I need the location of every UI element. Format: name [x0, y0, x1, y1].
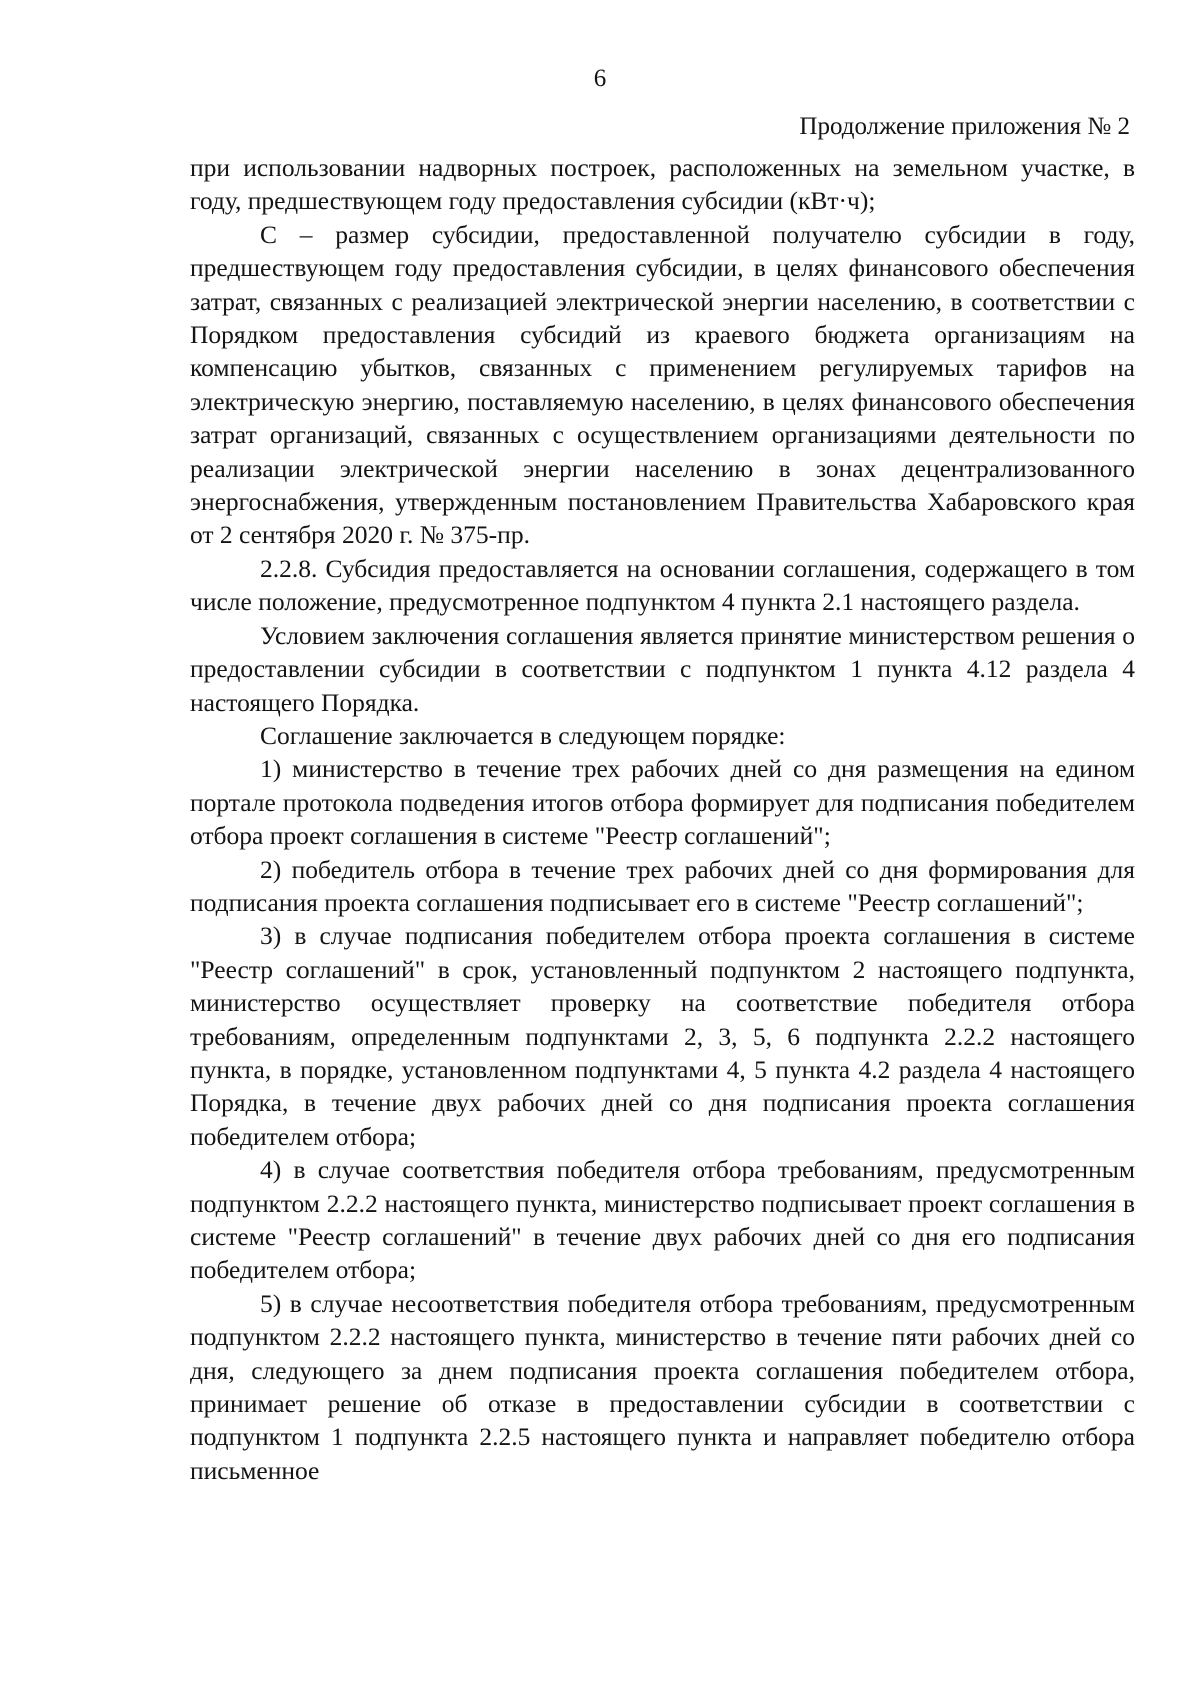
- paragraph: 1) министерство в течение трех рабочих дней со дня размещения на едином портале протокола подведения итогов отбора формирует для подписания победителем отбора проект соглашения в системе "Реестр соглашений";: [190, 754, 1135, 851]
- paragraph: С – размер субсидии, предоставленной получателю субсидии в году, предшествующем году предоставления субсидии, в целях финансового обеспечения затрат, связанных с реализацией электрической энергии населению, в соответствии с Порядком предоставления субсидий из краевого бюджета организациям на компенсацию убытков, связанных с применением регулируемых тарифов на электрическую энергию, поставляемую населению, в целях финансового обеспечения затрат организаций, связанных с осуществлением организациями деятельности по реализации электрической энергии населению в зонах децентрализованного энергоснабжения, утвержденным постановлением Правительства Хабаровского края от 2 сентября 2020 г. № 375-пр.: [190, 219, 1135, 550]
- page-number: 6: [593, 65, 607, 92]
- paragraph: 2) победитель отбора в течение трех рабочих дней со дня формирования для подписания проекта соглашения подписывает его в системе "Реестр соглашений";: [190, 854, 1135, 917]
- paragraph: Соглашение заключается в следующем порядке:: [260, 720, 786, 750]
- paragraph: 3) в случае подписания победителем отбора проекта соглашения в системе "Реестр соглашений" в срок, установленный подпунктом 2 настоящего подпункта, министерство осуществляет проверку на соответствие победителя отбора требованиям, определенным подпунктами 2, 3, 5, 6 подпункта 2.2.2 настоящего пункта, в порядке, установленном подпунктами 4, 5 пункта 4.2 раздела 4 настоящего Порядка, в течение двух рабочих дней со дня подписания проекта соглашения победителем отбора;: [190, 921, 1135, 1151]
- paragraph: 5) в случае несоответствия победителя отбора требованиям, предусмотренным подпунктом 2.2.2 настоящего пункта, министерство в течение пяти рабочих дней со дня, следующего за днем подписания проекта соглашения победителем отбора, принимает решение об отказе в предоставлении субсидии в соответствии с подпунктом 1 подпункта 2.2.5 настоящего пункта и направляет победителю отбора письменное: [190, 1288, 1135, 1485]
- paragraph: 4) в случае соответствия победителя отбора требованиям, предусмотренным подпунктом 2.2.2 настоящего пункта, министерство подписывает проект соглашения в системе "Реестр соглашений" в течение двух рабочих дней со дня его подписания победителем отбора;: [190, 1155, 1135, 1285]
- paragraph: при использовании надворных построек, расположенных на земельном участке, в году, предшествующем году предоставления субсидии (кВт·ч);: [190, 153, 1135, 216]
- paragraph: 2.2.8. Субсидия предоставляется на основании соглашения, содержащего в том числе положение, предусмотренное подпунктом 4 пункта 2.1 настоящего раздела.: [190, 553, 1135, 617]
- paragraph: Условием заключения соглашения является принятие министерством решения о предоставлении субсидии в соответствии с подпунктом 1 пункта 4.12 раздела 4 настоящего Порядка.: [190, 620, 1135, 717]
- continuation-header: Продолжение приложения № 2: [799, 113, 1130, 140]
- document-body: [190, 151, 1135, 1487]
